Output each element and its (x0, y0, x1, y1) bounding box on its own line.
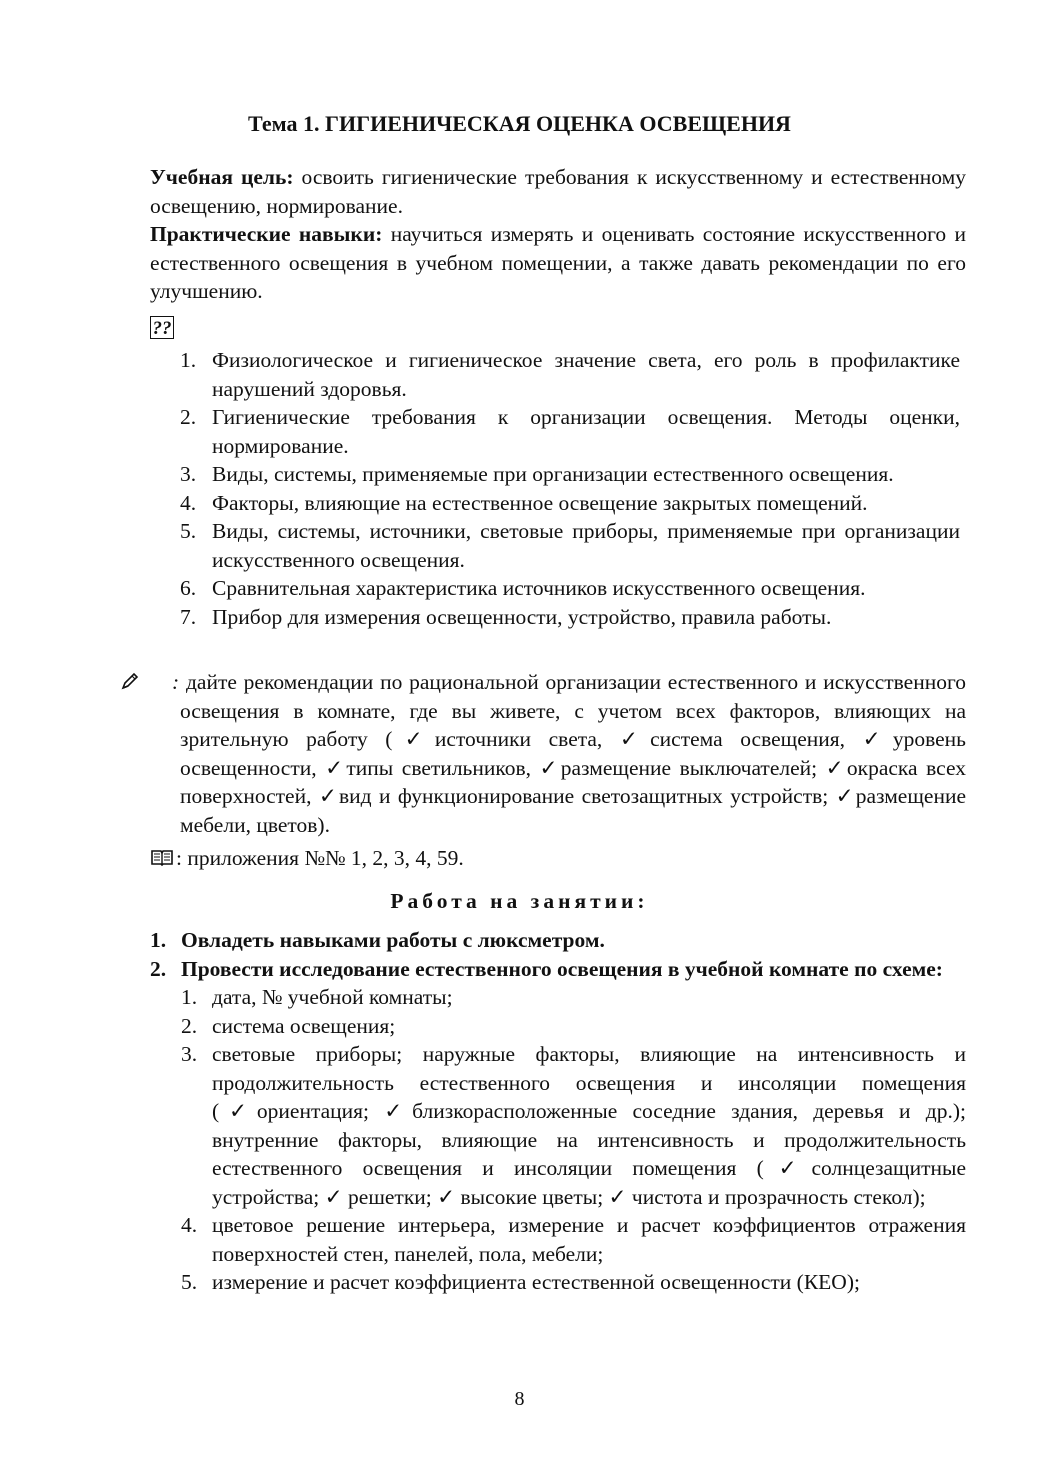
list-item (181, 1211, 966, 1268)
list-item-text: Прибор для измерения освещенности, устройство, правила работы. (212, 604, 832, 629)
list-item-text: Факторы, влияющие на естественное освещение закрытых помещений. (212, 490, 868, 515)
list-item (180, 517, 960, 574)
list-item (180, 603, 960, 632)
list-item (181, 1040, 966, 1211)
list-item-number: 1. (180, 348, 197, 372)
list-item-text: Виды, системы, источники, световые приборы, применяемые при организации искусственного освещения. (212, 519, 960, 572)
work-heading: Работа на занятии: (390, 889, 649, 913)
task-colon: : (172, 670, 180, 694)
list-item (180, 574, 960, 603)
work-item (150, 926, 966, 955)
list-item-text: цветовое решение интерьера, измерение и расчет коэффициентов отражения поверхностей стен, панелей, пола, мебели; (212, 1213, 966, 1266)
work-item-text: Овладеть навыками работы с люксметром. (181, 928, 605, 952)
page-title: Тема 1. ГИГИЕНИЧЕСКАЯ ОЦЕНКА ОСВЕЩЕНИЯ (248, 111, 791, 136)
list-item-number: 5. (180, 519, 197, 543)
list-item (180, 403, 960, 460)
book-icon (150, 844, 176, 873)
list-item-number: 2. (180, 405, 197, 429)
list-item-number: 2. (181, 1013, 198, 1038)
list-item-text: Физиологическое и гигиеническое значение света, его роль в профилактике нарушений здоровья. (212, 348, 960, 401)
questions-icon: ?? (150, 316, 174, 339)
practical-skills-label: Практические навыки: (150, 222, 383, 246)
list-item (180, 346, 960, 403)
list-item-number: 7. (180, 604, 197, 629)
learning-goal-text: освоить гигиенические требования к искусственному и естественному освещению, нормирование. (150, 165, 966, 218)
list-item-number: 6. (180, 576, 197, 600)
list-item-text: Виды, системы, применяемые при организации естественного освещения. (212, 462, 894, 486)
list-item-text: система освещения; (212, 1013, 396, 1038)
list-item (181, 983, 966, 1012)
work-item-text: Провести исследование естественного освещения в учебной комнате по схеме: (181, 956, 943, 981)
work-item-number: 1. (150, 928, 167, 952)
list-item-number: 5. (181, 1270, 198, 1294)
list-item (180, 460, 960, 489)
learning-goal-label: Учебная цель: (150, 165, 294, 189)
list-item (181, 1268, 966, 1297)
work-list (150, 926, 966, 1297)
homework-task (150, 668, 966, 839)
list-item-number: 4. (180, 490, 197, 515)
pencil-icon (150, 668, 172, 697)
appendix-reference (150, 844, 464, 873)
work-item (150, 955, 966, 1297)
list-item-text: Гигиенические требования к организации освещения. Методы оценки, нормирование. (212, 405, 960, 458)
list-item-text: измерение и расчет коэффициента естественной освещенности (КЕО); (212, 1270, 860, 1294)
scheme-list (181, 983, 966, 1297)
list-item-number: 1. (181, 985, 198, 1009)
list-item-text: световые приборы; наружные факторы, влияющие на интенсивность и продолжительность естественного освещения и инсоляции помещения (✓ориентация; ✓близкорасположенные соседние здания, деревья и др.); внутренние факторы, влияющие на интенсивность и продолжительность естественного освещения и инсоляции помещения (✓солнцезащитные устройства; ✓ решетки; ✓ высокие цветы; ✓ чистота и прозрачность стекол); (212, 1042, 966, 1209)
practical-skills-text: научиться измерять и оценивать состояние искусственного и естественного освещения в учебном помещении, а также давать рекомендации по его улучшению. (150, 222, 966, 303)
appendix-text: : приложения №№ 1, 2, 3, 4, 59. (176, 846, 464, 870)
work-item-number: 2. (150, 956, 167, 981)
list-item-number: 3. (180, 462, 197, 486)
list-item-number: 4. (181, 1213, 198, 1237)
practical-skills (150, 220, 966, 306)
list-item-number: 3. (181, 1042, 198, 1066)
list-item-text: Сравнительная характеристика источников искусственного освещения. (212, 576, 866, 600)
learning-goal (150, 163, 966, 220)
questions-list (180, 346, 960, 631)
list-item (181, 1012, 966, 1041)
list-item-text: дата, № учебной комнаты; (212, 985, 453, 1009)
list-item (180, 489, 960, 518)
task-text: дайте рекомендации по рациональной организации естественного и искусственного освещения в комнате, где вы живете, с учетом всех факторов, влияющих на зрительную работу (✓источники света, ✓система освещения, ✓уровень освещенности, ✓типы светильников, ✓размещение выключателей; ✓окраска всех поверхностей, ✓вид и функционирование светозащитных устройств; ✓размещение мебели, цветов). (179, 670, 966, 837)
page-number: 8 (514, 1388, 525, 1410)
